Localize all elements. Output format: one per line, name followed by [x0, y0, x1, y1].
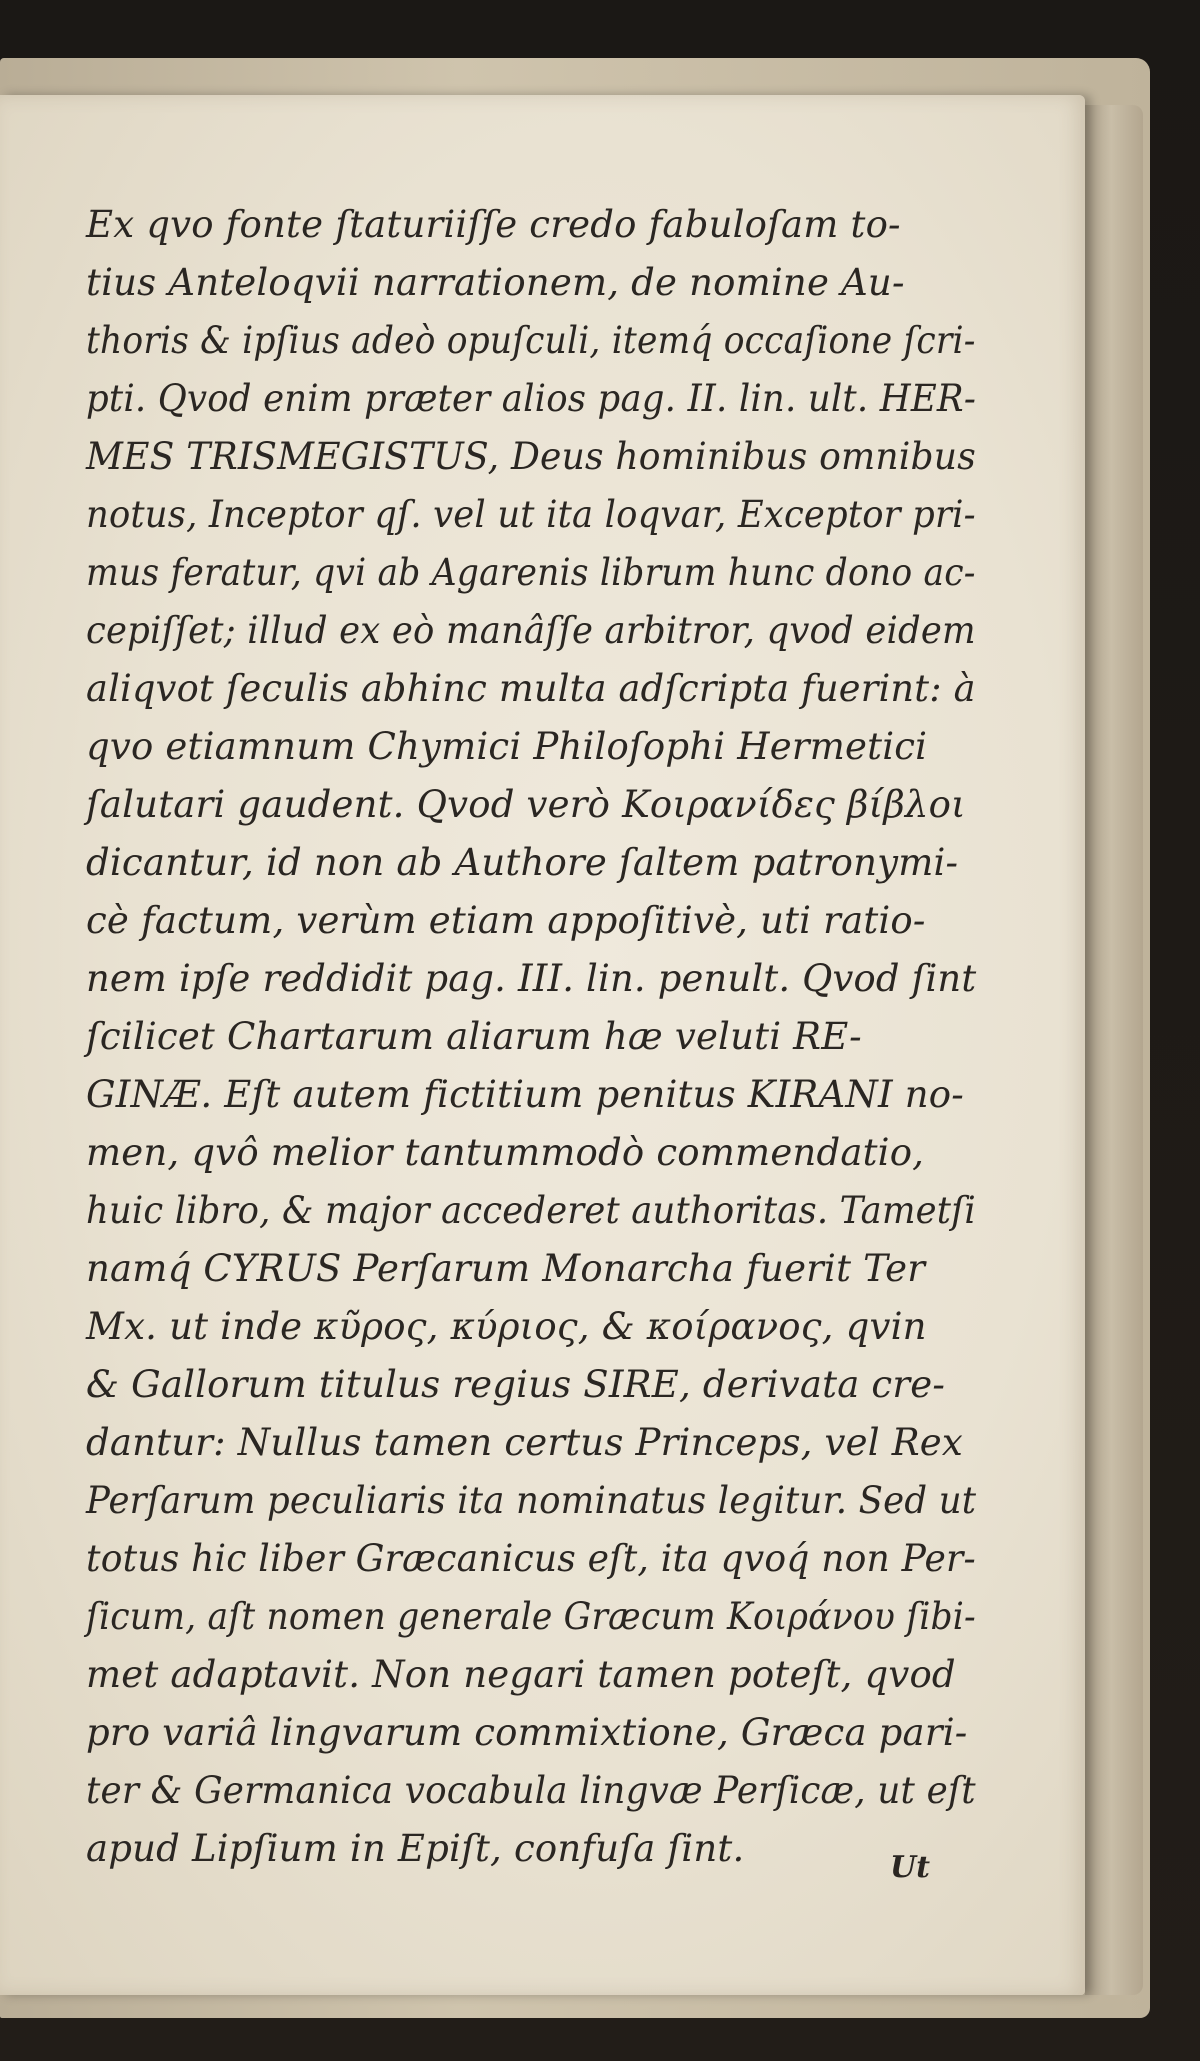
text-line: ſalutari gaudent. Qvod verò Κοιρανίδες βίβλοι	[86, 783, 966, 826]
page-fore-edge	[1085, 105, 1143, 1995]
text-line: notus, Inceptor qſ. vel ut ita loqvar, Exceptor pri-	[86, 493, 976, 536]
text-line: namq́ CYRUS Perſarum Monarcha fuerit Ter	[86, 1247, 926, 1290]
text-line: apud Lipſium in Epiſt, confuſa ſint.	[86, 1827, 745, 1870]
text-line: qvo etiamnum Chymici Philoſophi Hermetici	[86, 725, 928, 768]
text-line: & Gallorum titulus regius SIRE, derivata cre-	[86, 1363, 946, 1406]
text-line: GINÆ. Eſt autem fictitium penitus KIRANI no-	[86, 1073, 964, 1116]
text-line: dicantur, id non ab Authore ſaltem patronymi-	[86, 841, 959, 884]
text-line: pro variâ lingvarum commixtione, Græca pari-	[86, 1711, 968, 1754]
text-line: cè factum, verùm etiam appoſitivè, uti ratio-	[86, 899, 926, 942]
text-line: huic libro, & major accederet authoritas. Tametſi	[86, 1189, 976, 1232]
text-line: Mx. ut inde κῦρος, κύριος, & κοίρανος, qvin	[86, 1305, 927, 1348]
page-text	[86, 200, 976, 1900]
text-line: cepiſſet; illud ex eò manâſſe arbitror, qvod eidem	[86, 609, 976, 652]
text-line: totus hic liber Græcanicus eſt, ita qvoq́ non Per-	[86, 1537, 976, 1580]
catchword: Ut	[890, 1850, 931, 1885]
text-line: ter & Germanica vocabula lingvæ Perſicæ, ut eſt	[86, 1769, 976, 1812]
text-line: aliqvot ſeculis abhinc multa adſcripta fuerint: à	[86, 667, 976, 710]
text-line: ſicum, aſt nomen generale Græcum Κοιράνου ſibi-	[86, 1595, 976, 1638]
text-line: thoris & ipſius adeò opuſculi, itemq́ occaſione ſcri-	[86, 319, 976, 362]
text-line: met adaptavit. Non negari tamen poteſt, qvod	[86, 1653, 956, 1696]
text-line: pti. Qvod enim præter alios pag. II. lin. ult. HER-	[86, 377, 976, 420]
text-line: nem ipſe reddidit pag. III. lin. penult. Qvod ſint	[86, 957, 977, 1000]
text-line: men, qvô melior tantummodò commendatio,	[86, 1131, 925, 1174]
text-line: Ex qvo fonte ſtaturiiſſe credo fabuloſam to-	[86, 203, 901, 246]
text-line: Perſarum peculiaris ita nominatus legitur. Sed ut	[86, 1479, 977, 1522]
text-line: MES TRISMEGISTUS, Deus hominibus omnibus	[86, 435, 976, 478]
text-line: dantur: Nullus tamen certus Princeps, vel Rex	[86, 1421, 963, 1464]
text-line: tius Anteloqvii narrationem, de nomine Au-	[86, 261, 905, 304]
text-line: ſcilicet Chartarum aliarum hæ veluti RE-	[86, 1015, 862, 1058]
text-line: mus feratur, qvi ab Agarenis librum hunc dono ac-	[86, 551, 976, 594]
